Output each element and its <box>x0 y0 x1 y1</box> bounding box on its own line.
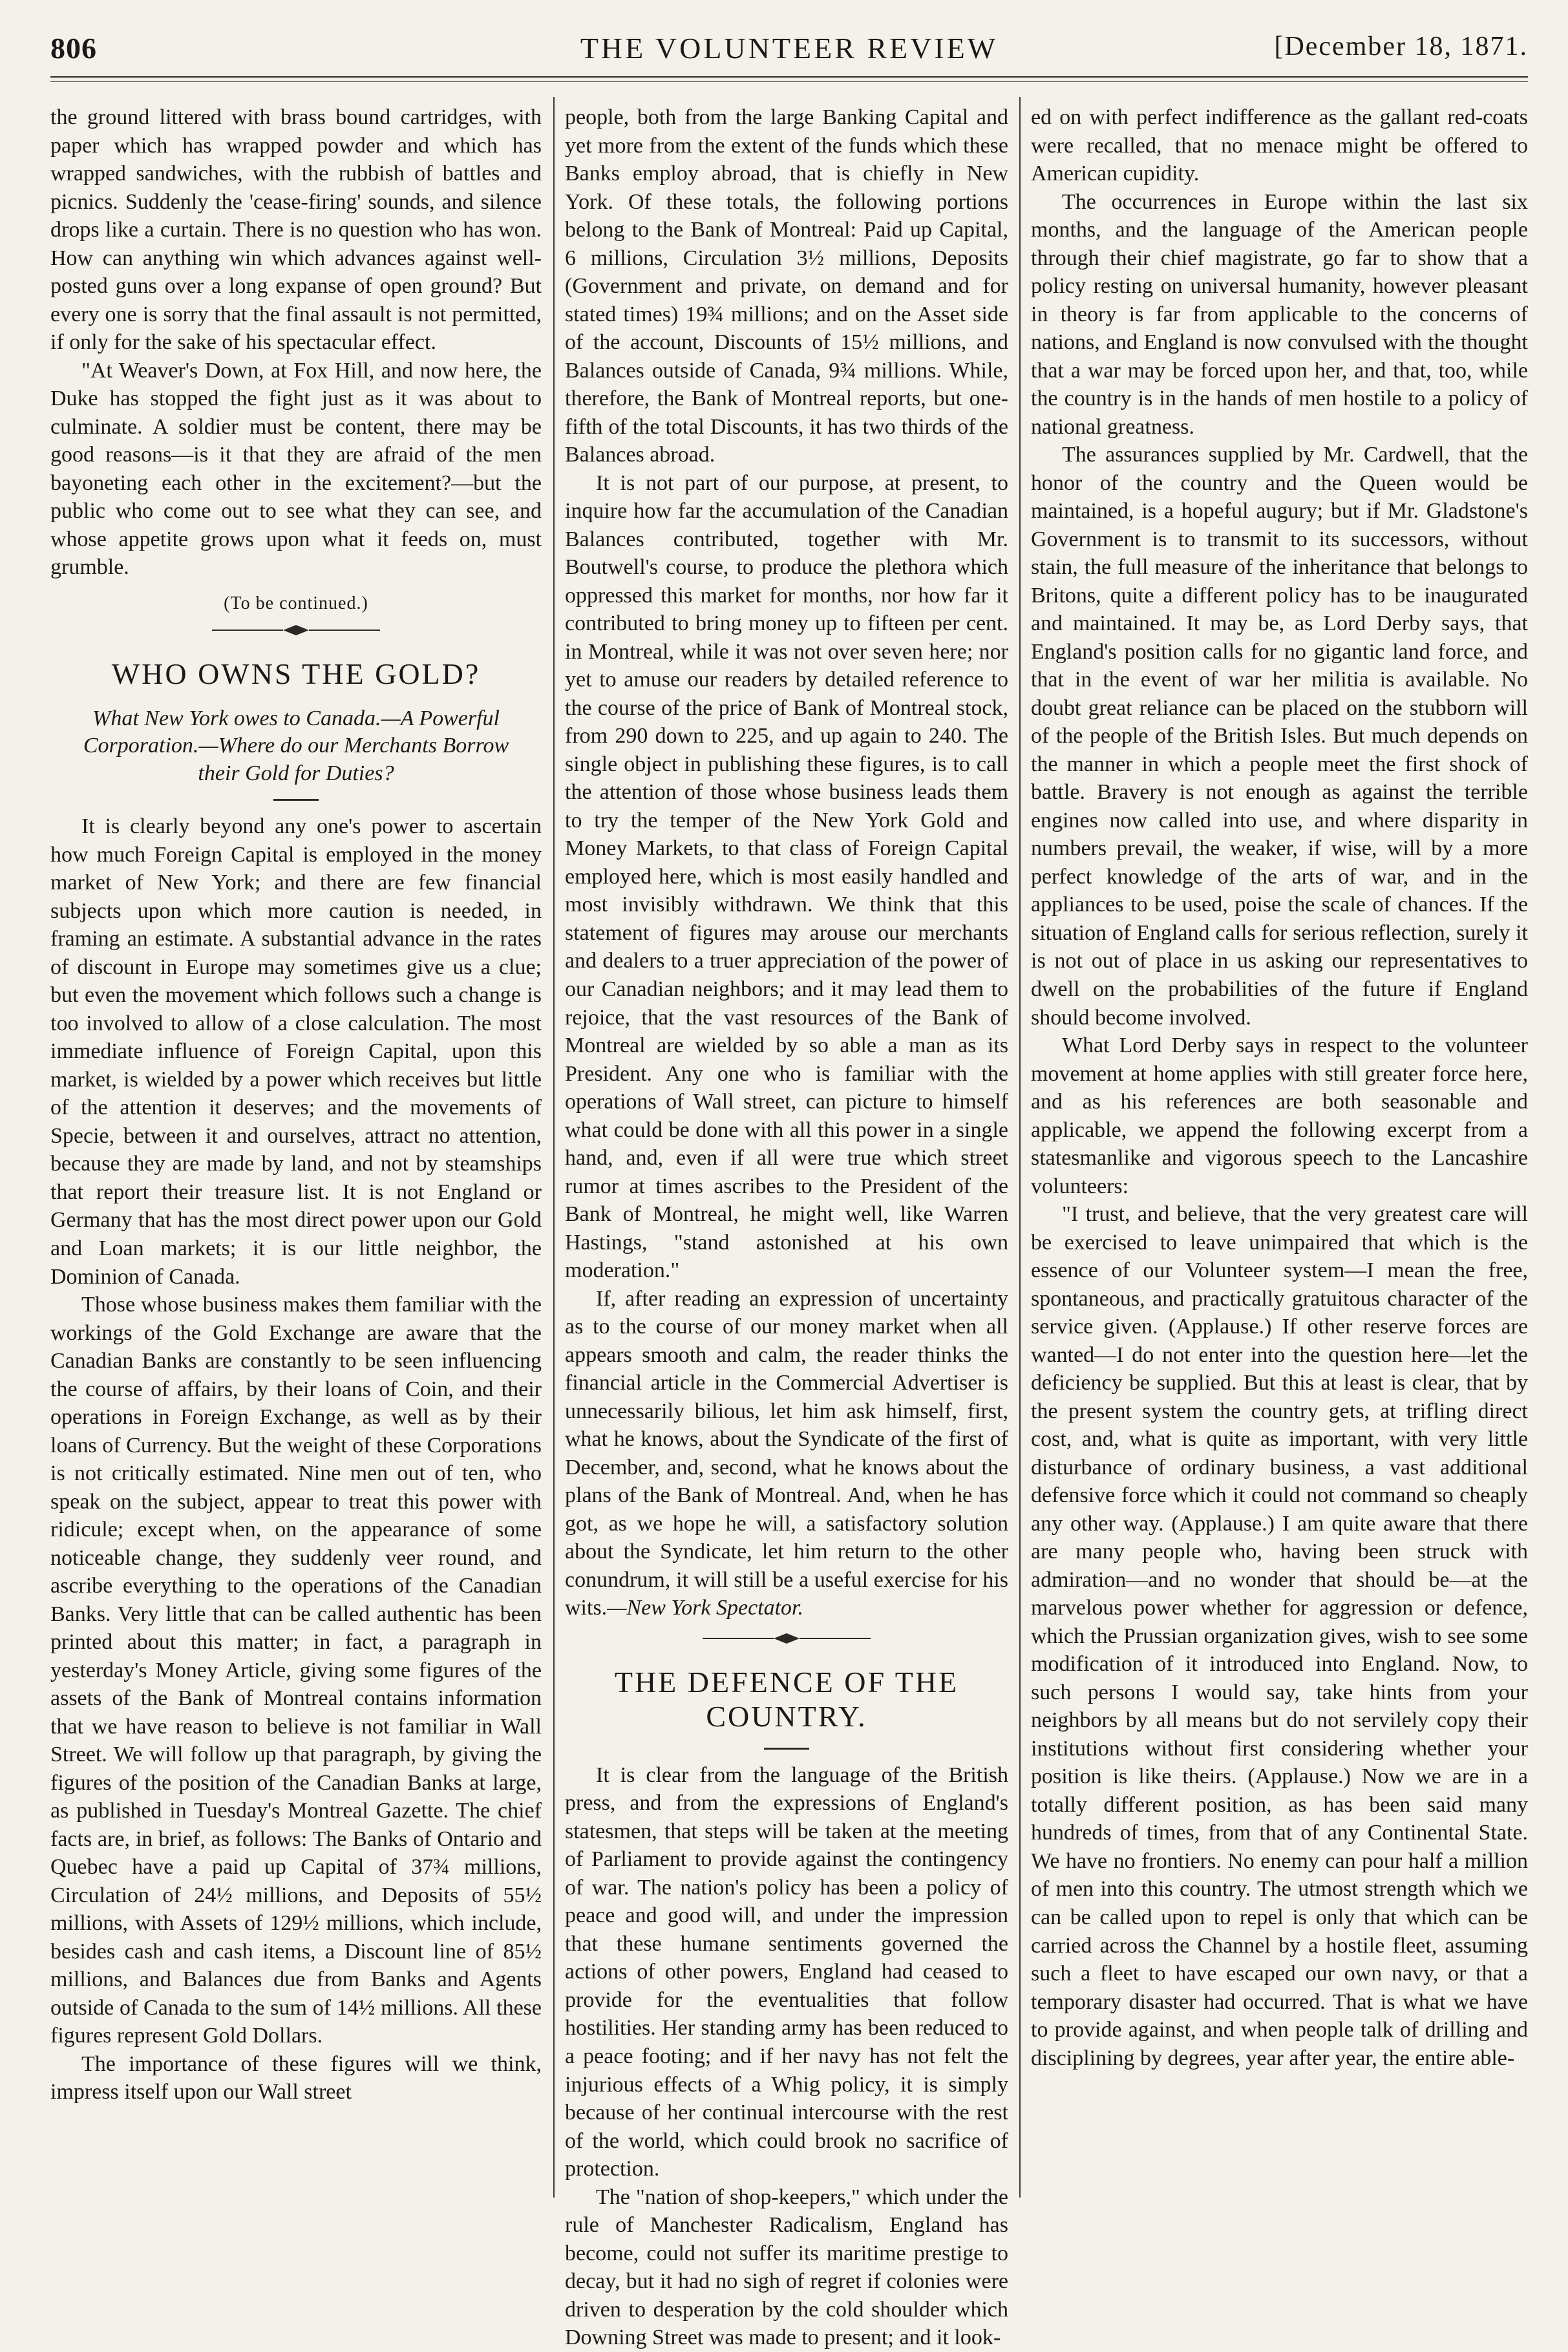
column-divider-2 <box>1019 97 1021 2198</box>
paragraph: The assurances supplied by Mr. Cardwell, that the honor of the country and the Queen would be maintained, is a hopeful augury; but if Mr. Gladstone's Government is to transmit to its successors, without stain, the full measure of the inheritance that belongs to Britons, quite a different policy has to be inaugurated and maintained. It may be, as Lord Derby says, that England's position calls for no gigantic land force, and that in the event of war her militia is available. No doubt great reliance can be placed on the stubborn will of the people of the British Isles. But much depends on the manner in which a people meet the first shock of battle. Bravery is not enough as against the terrible engines now called into use, and where disparity in numbers prevail, the weaker, if wise, will by a more perfect knowledge of the arts of war, and in the appliances to be used, poise the scale of chances. If the situation of England calls for serious reflection, surely it is not out of place in us asking our representatives to dwell on the probabilities of the future if England should become involved. <box>1031 443 1528 1030</box>
page-header <box>50 31 1528 70</box>
ornamental-rule-icon <box>212 623 380 637</box>
paragraph: "At Weaver's Down, at Fox Hill, and now here, the Duke has stopped the fight just as it was about to culminate. A soldier must be content, there may be good reasons—is it that they are afraid of the men bayoneting each other in the excitement?—but the public who come out to see what they can see, and whose appetite grows upon what it feeds on, must grumble. <box>50 358 542 580</box>
short-rule <box>764 1748 809 1750</box>
ornamental-rule-icon <box>703 1631 871 1646</box>
paragraph: ed on with perfect indifference as the gallant red-coats were recalled, that no menace might be offered to American cupidity. <box>1031 105 1528 186</box>
paragraph: the ground littered with brass bound cartridges, with paper which has wrapped powder and which has wrapped sandwiches, with the rubbish of battles and picnics. Suddenly the 'cease-firing' sounds, and silence drops like a curtain. There is no question who has won. How can anything win which advances against well-posted guns over a long expanse of open ground? But every one is sorry that the final assault is not permitted, if only for the sake of his spectacular effect. <box>50 105 542 355</box>
article-heading: THE DEFENCE OF THE COUNTRY. <box>614 1665 959 1733</box>
column-3 <box>1031 103 1528 2196</box>
paragraph: It is clearly beyond any one's power to ascertain how much Foreign Capital is employed in the money market of New York; and there are few financial subjects upon which more caution is needed, in framing an estimate. A substantial advance in the rates of discount in Europe may sometimes give us a clue; but even the movement which follows such a change is too involved to allow of a close calculation. The most immediate influence of Foreign Capital, upon this market, is wielded by a power which receives but little of the attention it deserves; and the movements of Specie, between it and ourselves, attract no attention, because they are made by land, and not by steamships that report their treasure list. It is not England or Germany that has the most direct power upon our Gold and Loan markets; it is our little neighbor, the Dominion of Canada. <box>50 814 542 1289</box>
header-rule-thin <box>50 81 1528 82</box>
header-rule <box>50 76 1528 78</box>
paragraph: people, both from the large Banking Capital and yet more from the extent of the funds which these Banks employ abroad, that is chiefly in New York. Of these totals, the following portions belong to the Bank of Montreal: Paid up Capital, 6 millions, Circulation 3½ millions, Deposits (Government and private, on demand and for stated times) 19¾ millions; and on the Asset side of the account, Discounts of 15½ millions, and Balances outside of Canada, 9¾ millions. While, therefore, the Bank of Montreal reports, but one-fifth of the total Discounts, it has two thirds of the Balances abroad. <box>565 105 1008 467</box>
quoted-speech: "I trust, and believe, that the very greatest care will be exercised to leave unimpaired that which is the essence of our Volunteer system—I mean the free, spontaneous, and practically gratuitous character of the service given. (Applause.) If other reserve forces are wanted—I do not enter into the question here—let the deficiency be supplied. But this at least is clear, that by the present system the country gets, at trifling direct cost, and, what is quite as important, with very little disturbance of ordinary business, a vast additional defensive force which it could not command so cheaply any other way. (Applause.) I am quite aware that there are many people who, having been struck with admiration—and no wonder that should be—at the marvelous power whether for aggression or defence, which the Prussian organization gives, wish to see some modification of it introduced into England. Now, to such persons I would say, take hints from your neighbors by all means but do not servilely copy their institutions without first considering whether your position is like theirs. (Applause.) Now we are in a totally different position, as has been said many hundreds of times, from that of any Continental State. We have no frontiers. No enemy can pour half a million of men into this country. The utmost strength which we can be called upon to repel is only that which can be carried across the Channel by a hostile fleet, assuming such a fleet to have escaped our own navy, or that a temporary disaster had occurred. That is what we have to provide against, and when people talk of drilling and disciplining by degrees, year after year, the entire able- <box>1031 1202 1528 2070</box>
column-1 <box>50 103 542 2196</box>
page-number: 806 <box>50 32 97 65</box>
article-subheading: What New York owes to Canada.—A Powerful Corporation.—Where do our Merchants Borrow their Gold for Duties? <box>83 706 509 785</box>
column-2 <box>565 103 1008 2350</box>
paragraph: It is not part of our purpose, at present, to inquire how far the accumulation of the Canadian Balances contributed, together with Mr. Boutwell's course, to produce the plethora which oppressed this market for months, nor how far it contributed to bring money up to fifteen per cent. in Montreal, while it was not over seven here; nor yet to amuse our readers by detailed reference to the course of the price of Bank of Montreal stock, from 290 down to 225, and up again to 240. The single object in publishing these figures, is to call the attention of those whose business leads them to try the temper of the New York Gold and Money Markets, to that class of Foreign Capital employed here, which is most easily handled and most invisibly withdrawn. We think that this statement of figures may arouse our merchants and dealers to a truer appreciation of the power of our Canadian neighbors; and it may lead them to rejoice, that the vast resources of the Bank of Montreal are wielded by so able a man as its President. Any one who is familiar with the operations of Wall street, can picture to himself what could be done with all this power in a single hand, and, even if all were true which street rumor at times ascribes to the President of the Bank of Montreal, he might well, like Warren Hastings, "stand astonished at his own moderation." <box>565 471 1008 1283</box>
byline: —New York Spectator. <box>607 1596 804 1620</box>
paragraph: It is clear from the language of the British press, and from the expressions of England's statesmen, that steps will be taken at the meeting of Parliament to provide against the contingency of war. The nation's policy has been a policy of peace and good will, and under the impression that these humane sentiments governed the actions of other powers, England had ceased to provide for the eventualities that follow hostilities. Her standing army has been reduced to a peace footing; and if her navy has not felt the injurious effects of a Whig policy, it is simply because of her continual intercourse with the rest of the world, which could brook no sacrifice of protection. <box>565 1763 1008 2181</box>
short-rule <box>273 799 319 801</box>
masthead-title: THE VOLUNTEER REVIEW <box>580 32 999 65</box>
continued-note: (To be continued.) <box>224 593 368 613</box>
paragraph: Those whose business makes them familiar with the workings of the Gold Exchange are aware that the Canadian Banks are constantly to be seen influencing the course of affairs, by their loans of Coin, and their operations in Foreign Exchange, as well as by their loans of Currency. But the weight of these Corporations is not critically estimated. Nine men out of ten, who speak on the subject, appear to treat this power with ridicule; except when, on the appearance of some noticeable change, they suddenly veer round, and ascribe everything to the operations of the Canadian Banks. Very little that can be called authentic has been printed about this matter; in fact, a paragraph in yesterday's Money Article, giving some figures of the assets of the Bank of Montreal contains information that we have reason to believe is not familiar in Wall Street. We will follow up that paragraph, by giving the figures of the position of the Canadian Banks at large, as published in Tuesday's Montreal Gazette. The chief facts are, in brief, as follows: The Banks of Ontario and Quebec have a paid up Capital of 37¾ millions, Circulation of 24½ millions, and Deposits of 55½ millions, with Assets of 129½ millions, which include, besides cash and cash items, a Discount line of 85½ millions, and Balances due from Banks and Agents outside of Canada to the sum of 14½ millions. All these figures represent Gold Dollars. <box>50 1293 542 2048</box>
article-heading: WHO OWNS THE GOLD? <box>111 657 481 690</box>
paragraph <box>565 1285 1008 1622</box>
paragraph: The "nation of shop-keepers," which under the rule of Manchester Radicalism, England has become, could not suffer its maritime prestige to decay, but it had no sigh of regret if colonies were driven to desperation by the cold shoulder which Downing Street was made to present; and it look- <box>565 2185 1008 2350</box>
paragraph: What Lord Derby says in respect to the volunteer movement at home applies with still greater force here, and as his references are both seasonable and applicable, we append the following excerpt from a statesmanlike and vigorous speech to the Lancashire volunteers: <box>1031 1033 1528 1198</box>
column-divider-1 <box>553 97 555 2198</box>
paragraph-text: If, after reading an expression of uncertainty as to the course of our money market when all appears smooth and calm, the reader thinks the financial article in the Commercial Advertiser is unnecessarily bilious, let him ask himself, first, what he knows, about the Syndicate of the first of December, and, second, what he knows about the plans of the Bank of Montreal. And, when he has got, as we hope he will, a satisfactory solution about the Syndicate, let him return to the other conundrum, it will still be a useful exercise for his wits. <box>565 1286 1008 1620</box>
paragraph: The occurrences in Europe within the last six months, and the language of the American people through their chief magistrate, go far to show that a policy resting on universal humanity, however pleasant in theory is far from applicable to the concerns of nations, and England is now convulsed with the thought that a war may be forced upon her, and that, too, while the country is in the hands of men hostile to a policy of national greatness. <box>1031 189 1528 439</box>
issue-date: [December 18, 1871. <box>1274 32 1528 61</box>
paragraph: The importance of these figures will we think, impress itself upon our Wall street <box>50 2051 542 2104</box>
